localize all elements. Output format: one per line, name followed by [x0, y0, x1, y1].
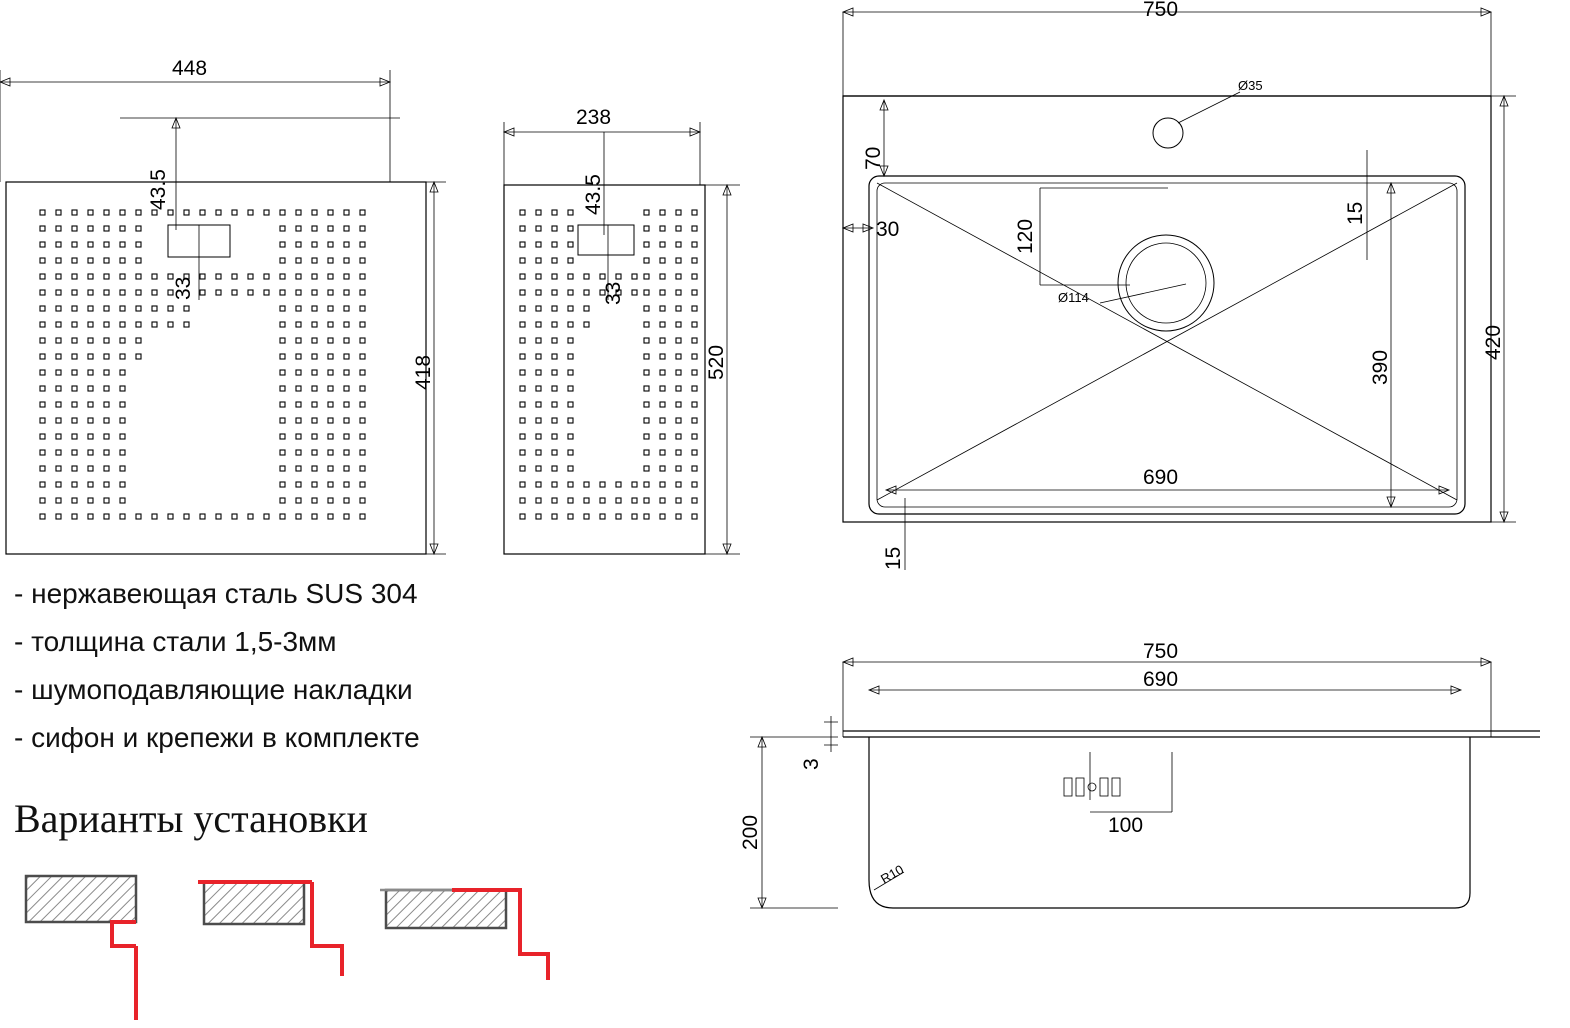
view-top	[843, 0, 1516, 570]
install-options-svg	[12, 870, 632, 1020]
install-option-flush	[26, 876, 136, 1020]
spec-item-material: - нержавеющая сталь SUS 304	[14, 578, 418, 609]
dim-pad-small-height: 520	[705, 344, 728, 380]
dim-pad-large-slot: 33	[172, 276, 195, 300]
spec-item-siphon: - сифон и крепежи в комплекте	[14, 722, 420, 753]
install-options-legend	[12, 870, 632, 1020]
install-option-top	[198, 882, 342, 976]
sink-outer-plate	[843, 96, 1491, 522]
overflow-detail	[1064, 778, 1120, 796]
dim-pad-large-width: 448	[172, 57, 208, 80]
dim-top-margin: 70	[862, 146, 885, 170]
sink-bowl-inner	[877, 183, 1457, 507]
dim-top-outer-width: 750	[1143, 0, 1179, 21]
dim-pad-large-height: 418	[412, 354, 435, 390]
pad-large-texture-right	[152, 210, 365, 503]
pad-small-slot	[578, 225, 634, 255]
dim-bottom-radius: 15	[882, 546, 905, 570]
install-option-under	[380, 890, 548, 980]
dim-drain-offset: 120	[1014, 218, 1037, 254]
drain-inner-circle	[1126, 243, 1206, 323]
view-pad-large	[0, 57, 446, 554]
dim-rim-thickness: 3	[800, 758, 823, 770]
view-front	[739, 640, 1540, 908]
dim-tap-hole-dia: Ø35	[1238, 78, 1263, 93]
dim-pad-small-slot: 33	[602, 281, 625, 305]
dim-pad-small-offset: 43.5	[582, 174, 605, 215]
spec-item-thickness: - толщина стали 1,5-3мм	[14, 626, 337, 657]
dim-left-margin: 30	[876, 218, 900, 241]
dim-front-outer-width: 750	[1143, 640, 1179, 663]
dim-drain-dia: Ø114	[1058, 290, 1089, 305]
install-options-title: Варианты установки	[14, 796, 368, 841]
dim-outer-height: 420	[1482, 324, 1505, 360]
bowl-front-body	[869, 737, 1470, 908]
pad-small-texture	[520, 210, 697, 519]
dim-pad-large-offset: 43.5	[147, 169, 170, 210]
dim-front-depth: 200	[739, 814, 762, 850]
view-pad-small	[504, 106, 740, 554]
dim-overflow-offset: 100	[1108, 814, 1144, 837]
drain-outer-circle	[1118, 235, 1214, 331]
dim-front-bowl-width: 690	[1143, 668, 1179, 691]
pad-large-texture-left	[40, 210, 365, 519]
dim-corner-radius: R10	[878, 861, 907, 887]
spec-list	[14, 570, 654, 762]
sink-bowl	[869, 176, 1465, 514]
dim-pad-small-width: 238	[576, 106, 612, 129]
bowl-diagonals	[877, 183, 1457, 500]
dim-bowl-height: 390	[1369, 349, 1392, 385]
dim-bowl-width: 690	[1143, 466, 1179, 489]
spec-item-sound-pads: - шумоподавляющие накладки	[14, 674, 413, 705]
dim-right-radius: 15	[1344, 201, 1367, 225]
